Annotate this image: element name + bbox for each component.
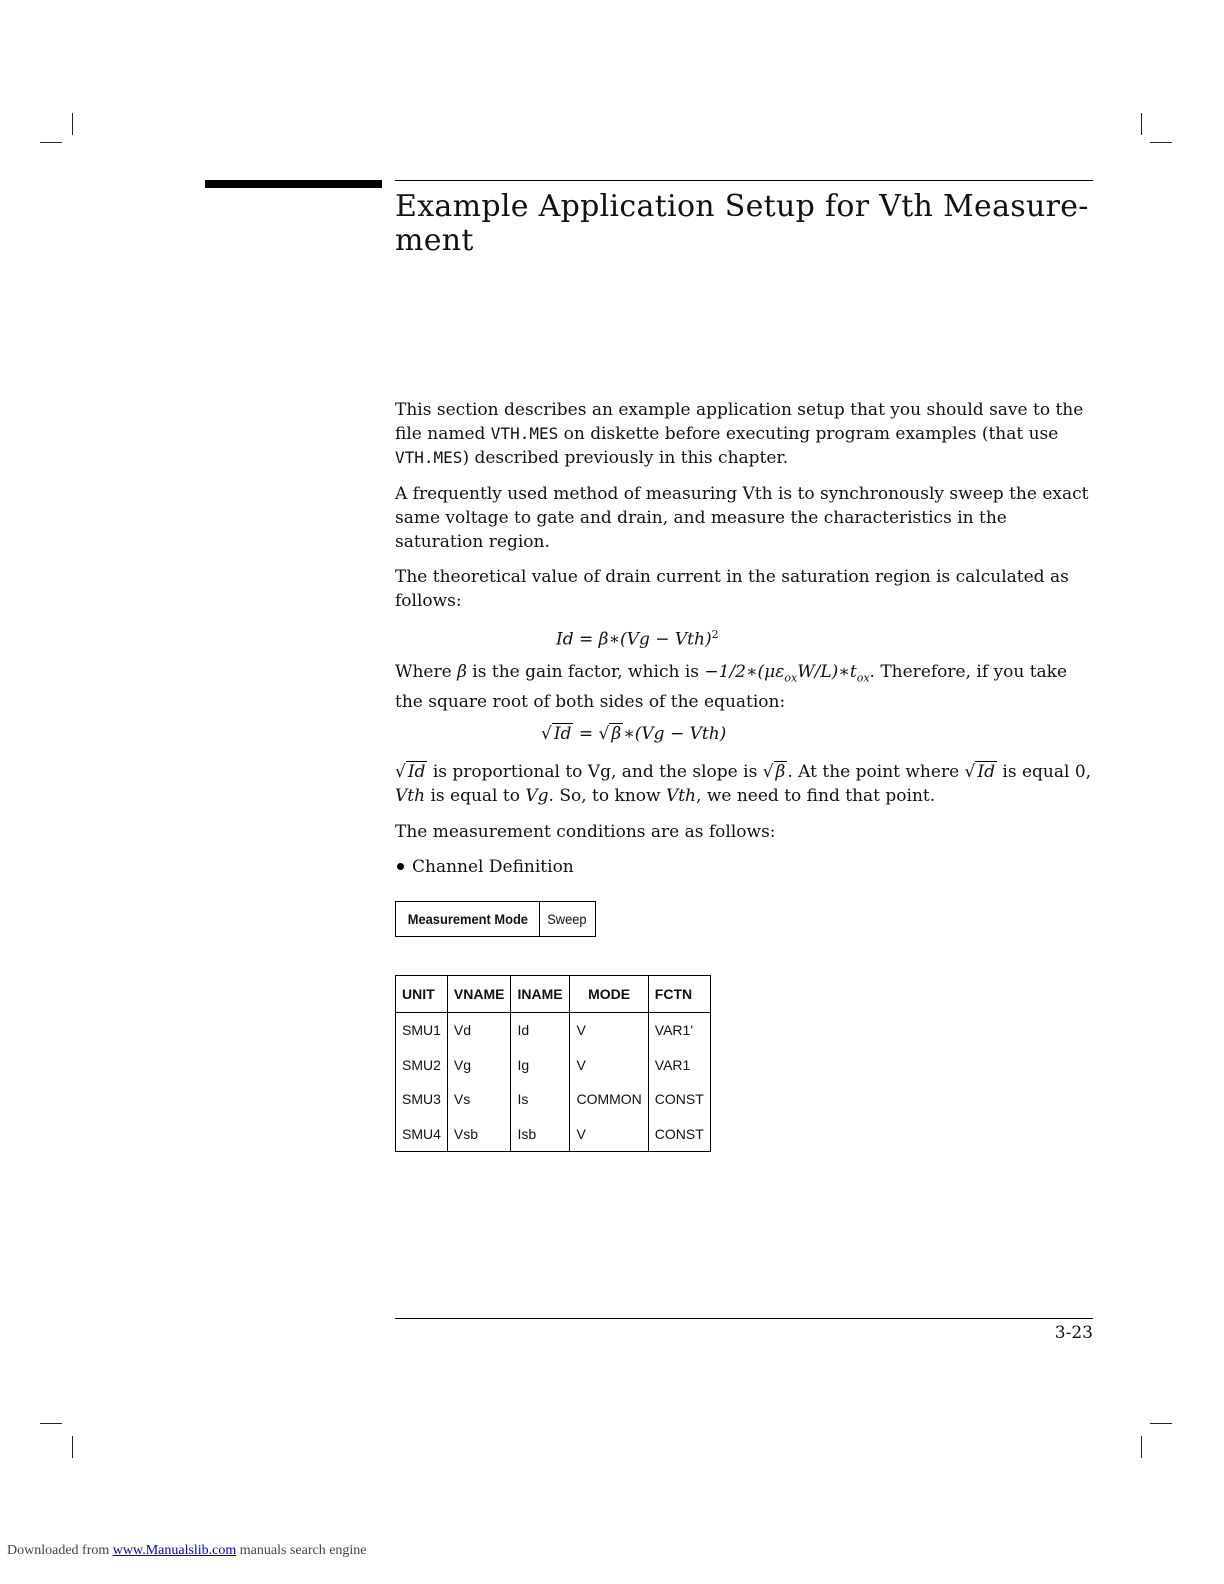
page-number: 3-23 [1054,1323,1093,1343]
math-sub: ox [784,671,798,685]
text: . At the point where [787,762,965,782]
math: Vth [665,786,697,806]
crop-mark [1141,113,1142,135]
crop-mark [1141,1436,1142,1458]
table-cell: VAR1 [648,1048,710,1083]
eq-equals: = [578,724,594,744]
text: on diskette before executing program examples (that use [558,424,1059,444]
col-header: INAME [511,976,570,1013]
crop-mark [72,1436,73,1458]
text: Where [395,662,458,682]
col-header: UNIT [396,976,448,1013]
table-header-row [396,976,711,1013]
table-cell: Vg [447,1048,511,1083]
text: ) described previously in this chapter. [462,448,789,468]
radical-sign: √ [395,762,406,782]
download-footer [7,1543,367,1559]
table-row [396,1117,711,1152]
text: is the gain factor, which is [466,662,705,682]
intro-paragraph [395,398,1095,470]
table-cell: CONST [648,1117,710,1152]
math-sub: ox [856,671,870,685]
table-cell: Ig [511,1048,570,1083]
crop-mark [1150,142,1172,143]
eq-lhs: Id [556,629,574,650]
col-header: MODE [570,976,648,1013]
crop-mark [40,1423,62,1424]
manualslib-link[interactable]: www.Manualslib.com [112,1543,237,1558]
text: . Therefore, if you take the square root of both sides of the equation: [395,662,1068,713]
radical-sign: √ [598,724,610,744]
bullet-icon [397,863,404,870]
col-header: VNAME [447,976,511,1013]
table-cell: Vd [447,1013,511,1048]
page-title: Example Application Setup for Vth Measure-ment [395,189,1089,258]
text: This section describes an example application setup that you should save to the file named [395,400,1084,444]
table-cell: SMU4 [402,1125,441,1142]
table-cell: VAR1' [648,1013,710,1048]
method-paragraph: A frequently used method of measuring Vth is to synchronously sweep the exact same voltage to gate and drain, and measure the characteristics in the saturation region. [395,484,1089,552]
table-row [396,1013,711,1048]
text: is equal 0, [996,762,1092,782]
table-cell: COMMON [570,1082,648,1117]
math: Id [407,762,426,782]
title-rule [395,180,1093,181]
text: , we need to find that point. [696,786,936,806]
footer-text: Downloaded from [7,1543,113,1558]
equation-sqrt [541,722,726,746]
crop-mark [40,142,62,143]
crop-mark [72,113,73,135]
channel-definition-table [395,975,711,1152]
table-cell: V [570,1013,648,1048]
mode-value: Sweep [541,902,592,937]
gain-factor-paragraph [395,660,1095,714]
radical-sign: √ [964,762,976,782]
theory-paragraph: The theoretical value of drain current in the saturation region is calculated as follows: [395,567,1069,611]
table-row [396,1082,711,1117]
crop-mark [1150,1423,1172,1424]
radical-sign: √ [541,724,552,744]
math: Vth [395,786,426,806]
section-bar [205,180,382,188]
footer-text: manuals search engine [236,1543,367,1558]
table-cell: V [570,1048,648,1083]
table-cell: SMU3 [402,1091,441,1108]
eq-lhs: Id [553,724,572,744]
beta-symbol: β [457,662,467,682]
table-cell: Isb [511,1117,570,1152]
table-cell: SMU2 [402,1056,441,1073]
footer-rule [395,1318,1093,1319]
table-cell: Is [511,1082,570,1117]
math: Id [977,762,995,782]
slope-paragraph [395,760,1095,808]
measurement-mode-table [395,901,596,937]
bullet-label: Channel Definition [412,857,574,877]
eq-rhs: β∗(Vg − Vth) [598,629,712,650]
table-cell: Vs [447,1082,511,1117]
filename-code: VTH.MES [490,424,559,443]
math: −1/2∗(με [704,662,785,682]
text: . So, to know [548,786,666,806]
table-cell: V [570,1117,648,1152]
eq-exponent: 2 [711,628,719,641]
table-cell: Id [511,1013,570,1048]
beta-symbol: β [611,724,622,744]
table-cell: Vsb [447,1117,511,1152]
text: is equal to [425,786,526,806]
mode-label: Measurement Mode [401,902,533,937]
beta-symbol: β [775,762,786,782]
radical-sign: √ [762,762,774,782]
math: Vg [525,786,549,806]
equation-drain-current [556,623,719,652]
bullet-item [395,855,574,879]
math: W/L)∗t [797,662,857,682]
conditions-paragraph: The measurement conditions are as follows: [395,822,776,842]
table-cell: CONST [648,1082,710,1117]
text: is proportional to Vg, and the slope is [427,762,763,782]
table-cell: SMU1 [402,1022,441,1039]
eq-equals: = [579,629,594,650]
col-header: FCTN [648,976,710,1013]
filename-code: VTH.MES [395,448,463,467]
eq-rhs: ∗(Vg − Vth) [623,724,727,744]
table-row [396,1048,711,1083]
